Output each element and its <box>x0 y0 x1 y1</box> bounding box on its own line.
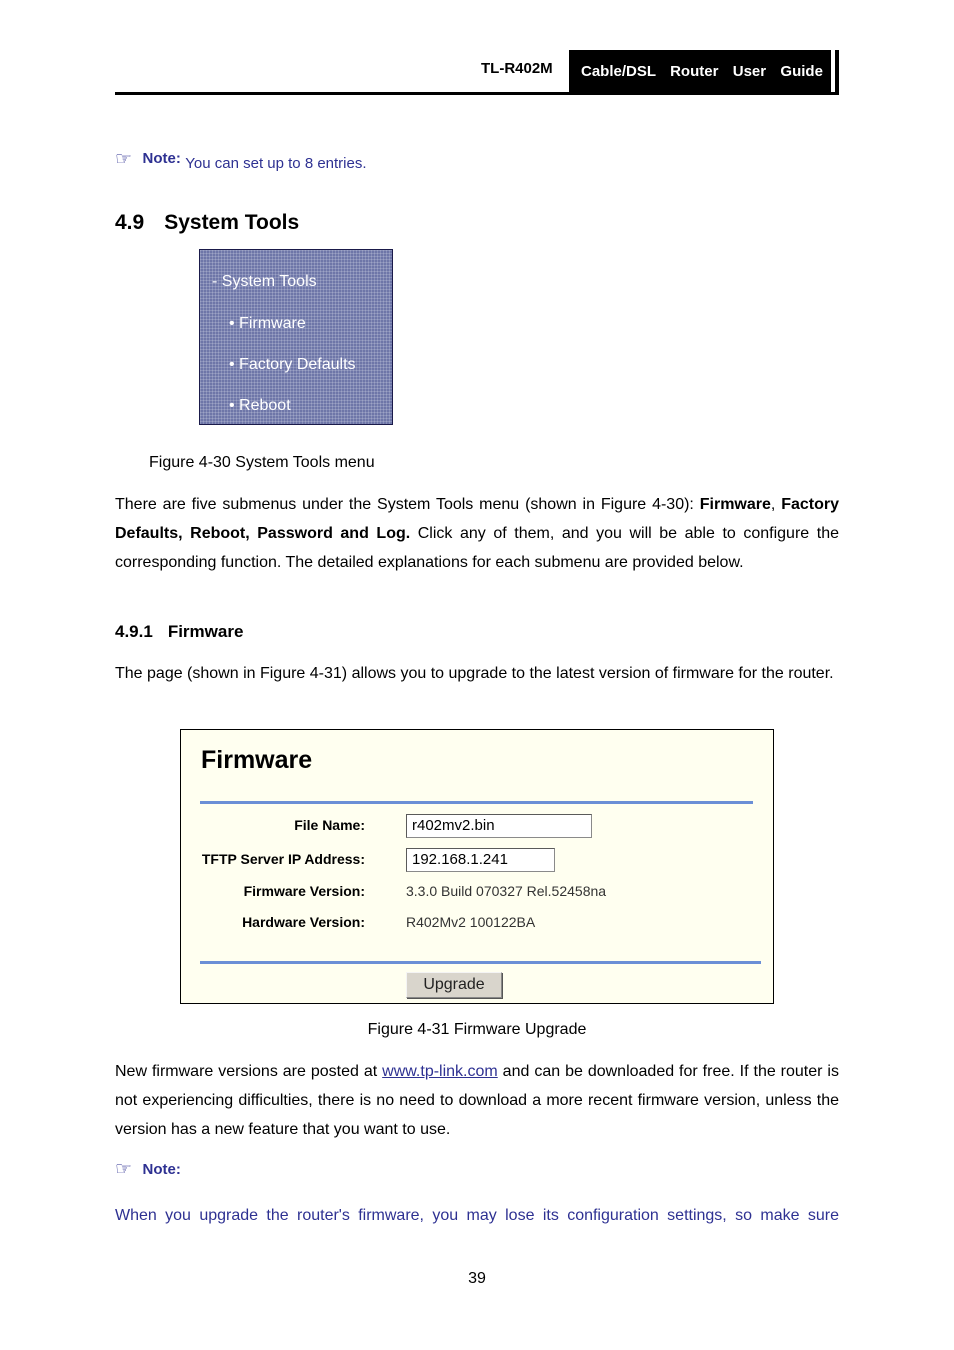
download-paragraph <box>115 1057 839 1144</box>
firmware-panel <box>180 729 774 1004</box>
menu-item-firmware[interactable]: • Firmware <box>229 315 306 332</box>
page-number: 39 <box>468 1270 486 1287</box>
intro-text-1: There are five submenus under the System Tools menu (shown in Figure 4-30): <box>115 496 700 513</box>
subsection-number: 4.9.1 <box>115 622 153 641</box>
header-rule <box>115 92 839 95</box>
section-heading <box>115 211 299 235</box>
download-text-2: and can be downloaded for free. If the router is not experiencing difficulties, there is no need to download a more recent firmware version, unless the version has a new feature that you want to use. <box>115 1063 839 1138</box>
upgrade-button[interactable]: Upgrade <box>406 972 502 998</box>
note-2-text: When you upgrade the router's firmware, you may lose its configuration settings, so make sure <box>115 1207 839 1224</box>
pointing-hand-icon: ☞ <box>115 149 133 170</box>
intro-text-3: Click any of them, and you will be able to configure the corresponding function. The detailed explanations for each submenu are provided below. <box>115 525 839 571</box>
note-1-text: You can set up to 8 entries. <box>185 155 367 172</box>
section-number: 4.9 <box>115 211 145 234</box>
firmware-intro-paragraph: The page (shown in Figure 4-31) allows you to upgrade to the latest version of firmware for the router. <box>115 665 834 682</box>
firmware-bottom-rule <box>200 961 761 964</box>
tftp-server-ip-label: TFTP Server IP Address: <box>201 851 365 867</box>
firmware-top-rule <box>200 801 753 804</box>
system-tools-menu <box>199 249 393 425</box>
subsection-heading <box>115 622 243 642</box>
figure-31-caption: Figure 4-31 Firmware Upgrade <box>367 1021 587 1038</box>
hardware-version-value: R402Mv2 100122BA <box>406 914 536 930</box>
header-model: TL-R402M <box>481 60 553 77</box>
intro-paragraph <box>115 490 839 577</box>
menu-item-factory-defaults[interactable]: • Factory Defaults <box>229 356 356 373</box>
figure-30-caption: Figure 4-30 System Tools menu <box>149 454 375 471</box>
file-name-label: File Name: <box>294 817 365 833</box>
header-box-edge <box>835 50 839 93</box>
section-title: System Tools <box>164 211 300 234</box>
hardware-version-label: Hardware Version: <box>242 914 365 930</box>
tftp-server-ip-input[interactable]: 192.168.1.241 <box>406 848 555 872</box>
intro-bold-firmware: Firmware <box>699 496 771 513</box>
firmware-version-value: 3.3.0 Build 070327 Rel.52458na <box>406 883 607 899</box>
firmware-panel-title: Firmware <box>201 746 313 774</box>
intro-text-2: , <box>770 496 782 513</box>
note-2 <box>115 1158 181 1181</box>
intro-bold-submenus: Factory Defaults, Reboot, Password and Log. <box>115 496 840 542</box>
note-2-label: Note: <box>142 1161 181 1178</box>
tp-link-website-link[interactable]: www.tp-link.com <box>382 1063 498 1080</box>
download-text-1: New firmware versions are posted at <box>115 1063 383 1080</box>
menu-item-reboot[interactable]: • Reboot <box>229 397 291 414</box>
pointing-hand-icon: ☞ <box>115 1159 133 1180</box>
file-name-input[interactable]: r402mv2.bin <box>406 814 592 838</box>
firmware-version-label: Firmware Version: <box>243 883 365 899</box>
header-guide-title: Cable/DSL Router User Guide <box>569 50 831 93</box>
note-1-label: Note: <box>142 150 181 167</box>
note-1 <box>115 148 367 171</box>
subsection-title: Firmware <box>167 622 244 641</box>
menu-item-system-tools[interactable]: - System Tools <box>212 273 317 290</box>
